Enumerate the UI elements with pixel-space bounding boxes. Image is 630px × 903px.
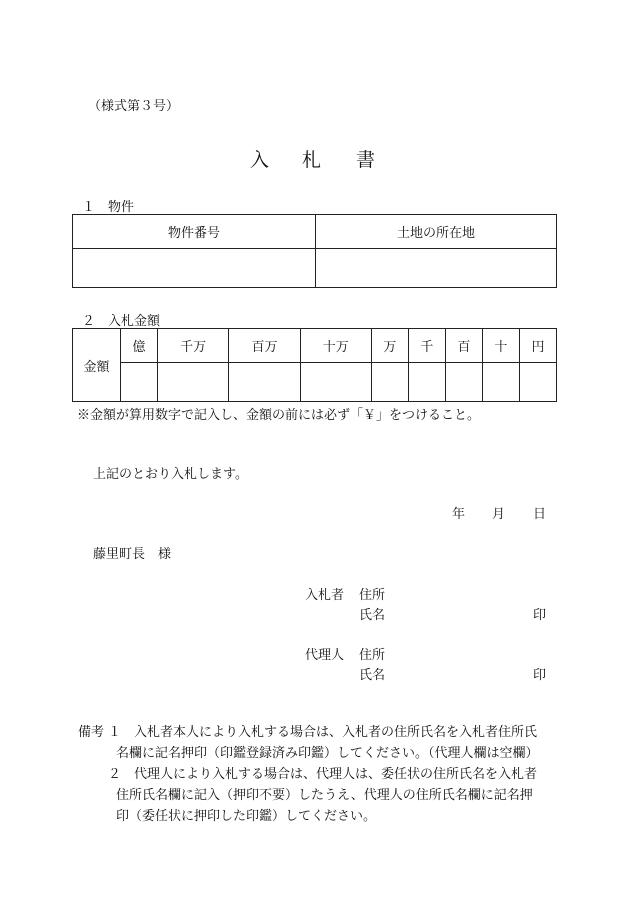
remarks-line: 名欄に記名押印（印鑑登録済み印鑑）してください。（代理人欄は空欄） (116, 746, 539, 761)
remarks-line: 印（委任状に押印した印鑑）してください。 (116, 809, 377, 824)
title-char-3: 書 (356, 149, 376, 171)
property-number-field[interactable] (73, 249, 316, 288)
remarks-item-number: ２ (108, 767, 122, 782)
remarks-label: 備考 (78, 725, 105, 740)
agent-address-label: 住所 (359, 648, 386, 663)
bidder-seal: 印 (533, 608, 547, 623)
digit-cell[interactable] (519, 363, 556, 402)
agent-name-label: 氏名 (359, 668, 386, 683)
amount-note: ※金額が算用数字で記入し、金額の前には必ず「￥」をつけること。 (77, 408, 481, 423)
date-month: 月 (492, 507, 506, 522)
digit-cell[interactable] (229, 363, 300, 402)
bidder-name-label: 氏名 (359, 608, 386, 623)
title-char-2: 札 (302, 149, 322, 171)
digit-cell[interactable] (158, 363, 229, 402)
section2-heading: ２ 入札金額 (82, 314, 161, 329)
unit-header: 十 (482, 329, 519, 363)
section1-heading: １ 物件 (82, 200, 135, 215)
bidder-role: 入札者 (305, 588, 345, 603)
remarks-item-number: １ (108, 725, 122, 740)
header-location: 土地の所在地 (316, 215, 557, 249)
remarks-line: 入札者本人により入札する場合は、入札者の住所氏名を入札者住所氏 (134, 725, 538, 740)
title-char-1: 入 (250, 149, 270, 171)
header-property-number: 物件番号 (73, 215, 316, 249)
agent-role: 代理人 (305, 648, 345, 663)
digit-cell[interactable] (371, 363, 408, 402)
unit-header: 万 (371, 329, 408, 363)
bidder-address-label: 住所 (359, 588, 386, 603)
unit-header: 千 (408, 329, 445, 363)
unit-header: 百万 (229, 329, 300, 363)
page-title (0, 145, 630, 169)
amount-table (72, 328, 557, 402)
digit-cell[interactable] (300, 363, 371, 402)
remarks-line: 代理人により入札する場合は、代理人は、委任状の住所氏名を入札者 (134, 767, 538, 782)
form-number: （様式第３号） (88, 99, 180, 114)
statement: 上記のとおり入札します。 (93, 467, 248, 482)
unit-header: 十万 (300, 329, 371, 363)
date-day: 日 (533, 507, 547, 522)
agent-seal: 印 (533, 668, 547, 683)
amount-row-label: 金額 (73, 329, 121, 402)
digit-cell[interactable] (121, 363, 158, 402)
digit-cell[interactable] (482, 363, 519, 402)
digit-cell[interactable] (408, 363, 445, 402)
addressee: 藤里町長 様 (93, 547, 172, 562)
date-year: 年 (452, 507, 466, 522)
unit-header: 円 (519, 329, 556, 363)
remarks-line: 住所氏名欄に記入（押印不要）したうえ、代理人の住所氏名欄に記名押 (116, 788, 533, 803)
unit-header: 億 (121, 329, 158, 363)
location-field[interactable] (316, 249, 557, 288)
digit-cell[interactable] (445, 363, 482, 402)
property-table (72, 214, 557, 288)
unit-header: 千万 (158, 329, 229, 363)
unit-header: 百 (445, 329, 482, 363)
